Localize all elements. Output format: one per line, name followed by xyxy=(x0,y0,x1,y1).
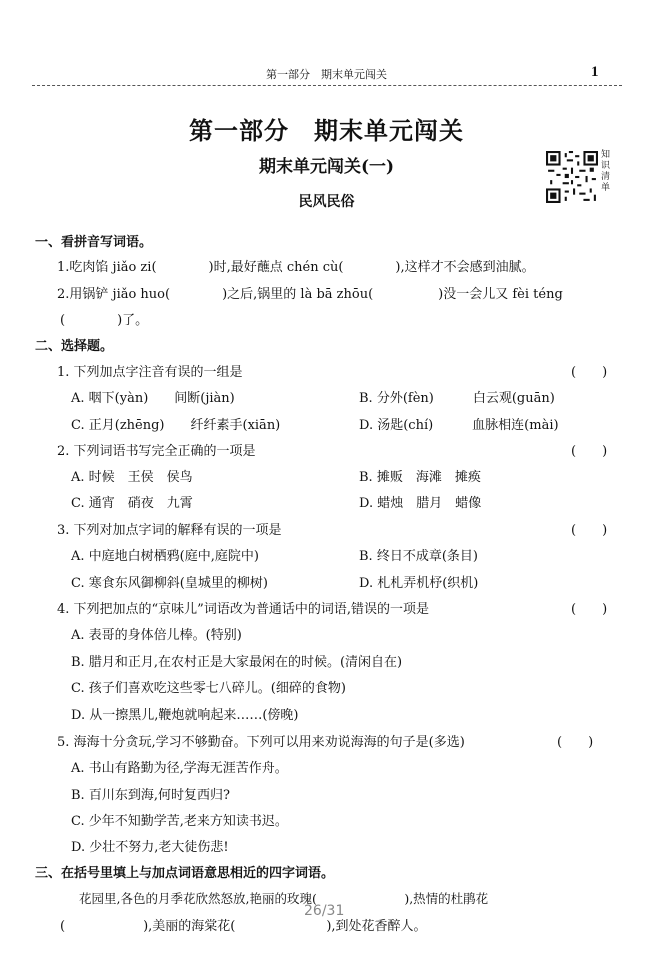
answer-bracket[interactable]: ( ) xyxy=(557,735,594,750)
answer-bracket[interactable]: ( ) xyxy=(571,523,608,538)
qr-code-icon[interactable] xyxy=(546,151,598,203)
s2-q3-stem: 3. 下列对加点字词的解释有误的一项是 xyxy=(57,523,282,538)
chapter-subtitle: 期末单元闯关(一) xyxy=(258,157,395,177)
answer-bracket[interactable]: ( ) xyxy=(571,444,608,459)
page-counter-watermark: 26/31 xyxy=(304,903,345,919)
s1-question-2-cont: ( )了。 xyxy=(60,313,149,328)
s2-q5-option-d: D. 少壮不努力,老大徒伤悲! xyxy=(71,840,229,855)
answer-bracket[interactable]: ( ) xyxy=(571,602,608,617)
s1-question-2: 2.用锅铲 jiǎo huo( )之后,锅里的 là bā zhōu( )没一会儿又 fèi téng xyxy=(57,287,563,302)
running-header: 第一部分 期末单元闯关 xyxy=(266,68,387,81)
section-1-heading: 一、看拼音写词语。 xyxy=(35,235,153,250)
s2-q5-option-b: B. 百川东到海,何时复西归? xyxy=(71,788,230,803)
s2-q4-stem: 4. 下列把加点的“京味儿”词语改为普通话中的词语,错误的一项是 xyxy=(57,602,429,617)
s2-q1-option-a: A. 咽下(yàn) 间断(jiàn) xyxy=(71,391,235,406)
s2-q1-option-b: B. 分外(fèn) 白云观(guān) xyxy=(359,391,555,406)
s2-q2-option-d: D. 蜡烛 腊月 蜡像 xyxy=(359,496,482,511)
s2-q4-option-a: A. 表哥的身体倍儿棒。(特别) xyxy=(71,628,242,643)
section-3-heading: 三、在括号里填上与加点词语意思相近的四字词语。 xyxy=(35,866,335,881)
s2-q4-option-b: B. 腊月和正月,在农村正是大家最闲在的时候。(清闲自在) xyxy=(71,655,403,670)
s2-q4-option-d: D. 从一擦黑儿,鞭炮就响起来……(傍晚) xyxy=(71,708,299,723)
s2-q1-option-d: D. 汤匙(chí) 血脉相连(mài) xyxy=(359,418,559,433)
page-title: 第一部分 期末单元闯关 xyxy=(189,116,464,145)
s2-q2-option-a: A. 时候 王侯 侯鸟 xyxy=(71,470,193,485)
qr-label: 知识清单 xyxy=(601,150,611,193)
page-number: 1 xyxy=(591,64,599,80)
s2-q2-stem: 2. 下列词语书写完全正确的一项是 xyxy=(57,444,256,459)
s2-q5-stem: 5. 海海十分贪玩,学习不够勤奋。下列可以用来劝说海海的句子是(多选) xyxy=(57,735,465,750)
s2-q1-option-c: C. 正月(zhēng) 纤纤素手(xiān) xyxy=(71,418,281,433)
header-divider xyxy=(32,85,622,86)
section-2-heading: 二、选择题。 xyxy=(35,339,114,354)
s2-q5-option-c: C. 少年不知勤学苦,老来方知读书迟。 xyxy=(71,814,288,829)
unit-name: 民风民俗 xyxy=(298,194,355,210)
s3-line-2: ( ),美丽的海棠花( ),到处花香醉人。 xyxy=(60,919,427,934)
s2-q3-option-a: A. 中庭地白树栖鸦(庭中,庭院中) xyxy=(71,549,259,564)
s2-q3-option-b: B. 终日不成章(条目) xyxy=(359,549,478,564)
s3-line-1: 花园里,各色的月季花欣然怒放,艳丽的玫瑰( ),热情的杜鹃花 xyxy=(79,891,489,906)
s1-question-1: 1.吃肉馅 jiǎo zi( )时,最好蘸点 chén cù( ),这样才不会感到油腻。 xyxy=(57,260,535,275)
s2-q3-option-c: C. 寒食东风御柳斜(皇城里的柳树) xyxy=(71,576,268,591)
s2-q2-option-c: C. 通宵 硝夜 九霄 xyxy=(71,496,193,511)
s2-q5-option-a: A. 书山有路勤为径,学海无涯苦作舟。 xyxy=(71,761,288,776)
s2-q2-option-b: B. 摊贩 海滩 摊痪 xyxy=(359,470,481,485)
s2-q4-option-c: C. 孩子们喜欢吃这些零七八碎儿。(细碎的食物) xyxy=(71,681,346,696)
s2-q1-stem: 1. 下列加点字注音有误的一组是 xyxy=(57,365,243,380)
answer-bracket[interactable]: ( ) xyxy=(571,365,608,380)
s2-q3-option-d: D. 札札弄机杼(织机) xyxy=(359,576,479,591)
